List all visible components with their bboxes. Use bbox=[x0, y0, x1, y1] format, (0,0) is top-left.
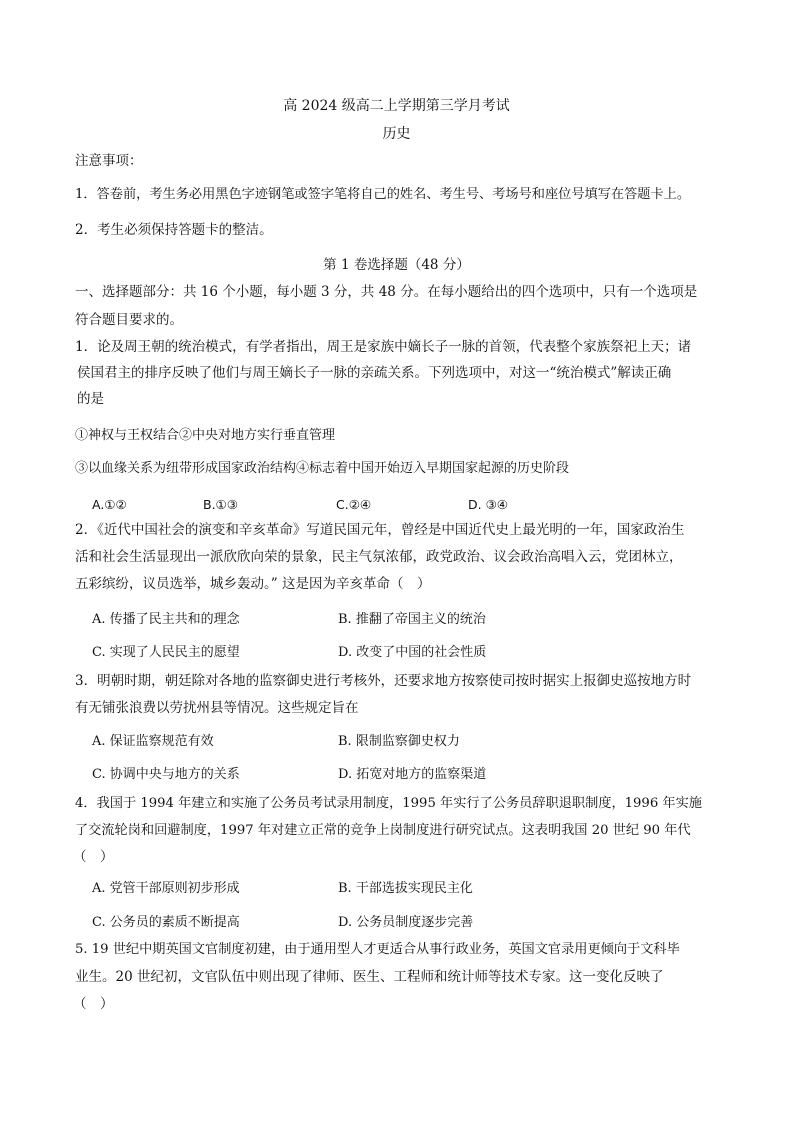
question-statement: ①神权与王权结合②中央对地方实行垂直管理 bbox=[75, 428, 336, 443]
option-a[interactable]: A. 党管干部原则初步形成 bbox=[92, 881, 240, 896]
question-stem-line: 了交流轮岗和回避制度，1997 年对建立正常的竞争上岗制度进行研究试点。这表明我国 20 世纪 90 年代 bbox=[75, 823, 691, 838]
option-d[interactable]: D. 改变了中国的社会性质 bbox=[338, 645, 487, 660]
question-stem-line: 的是 bbox=[77, 391, 104, 407]
question-statement: ③以血缘关系为纽带形成国家政治结构④标志着中国开始迈入早期国家起源的历史阶段 bbox=[75, 461, 570, 476]
option-c[interactable]: C. 实现了人民民主的愿望 bbox=[92, 645, 240, 660]
option-b[interactable]: B. 推翻了帝国主义的统治 bbox=[338, 612, 486, 627]
option-b[interactable]: B. 干部选拔实现民主化 bbox=[338, 881, 473, 896]
option-d[interactable]: D. ③④ bbox=[468, 497, 508, 512]
option-a[interactable]: A. 传播了民主共和的理念 bbox=[92, 612, 240, 627]
notice-heading: 注意事项： bbox=[75, 153, 143, 169]
option-c[interactable]: C. 协调中央与地方的关系 bbox=[92, 767, 240, 782]
option-b[interactable]: B. 限制监察御史权力 bbox=[338, 734, 460, 749]
question-stem-line: 五彩缤纷，议员选举，城乡轰动。” 这是因为辛亥革命（ ） bbox=[75, 576, 431, 592]
question-stem-line: 4．我国于 1994 年建立和实施了公务员考试录用制度，1995 年实行了公务员辞职退职制度，1996 年实施 bbox=[75, 796, 702, 811]
section-title: 第 1 卷选择题（48 分） bbox=[323, 257, 470, 273]
question-stem-line: 5. 19 世纪中期英国文官制度初建，由于通用型人才更适合从事行政业务，英国文官录用更倾向于文科毕 bbox=[75, 942, 680, 957]
option-b[interactable]: B.①③ bbox=[203, 497, 238, 512]
question-stem-line: （ ） bbox=[73, 849, 114, 865]
option-a[interactable]: A. 保证监察规范有效 bbox=[92, 734, 214, 749]
question-stem-line: （ ） bbox=[73, 996, 114, 1012]
question-stem-line: 3．明朝时期，朝廷除对各地的监察御史进行考核外，还要求地方按察使司按时据实上报御史巡按地方时 bbox=[75, 673, 692, 689]
option-d[interactable]: D. 公务员制度逐步完善 bbox=[338, 915, 474, 930]
section-intro-line-1: 一、选择题部分：共 16 个小题，每小题 3 分，共 48 分。在每小题给出的四个选项中，只有一个选项是 bbox=[75, 284, 698, 300]
option-c[interactable]: C. 公务员的素质不断提高 bbox=[92, 915, 240, 930]
exam-subject: 历史 bbox=[382, 126, 411, 142]
option-c[interactable]: C.②④ bbox=[336, 497, 372, 512]
exam-title: 高 2024 级高二上学期第三学月考试 bbox=[283, 98, 510, 114]
notice-item-1: 1．答卷前，考生务必用黑色字迹钢笔或签字笔将自己的姓名、考生号、考场号和座位号填写在答题卡上。 bbox=[75, 187, 691, 202]
question-stem-line: 侯国君主的排序反映了他们与周王嫡长子一脉的亲疏关系。下列选项中，对这一“统治模式”解读正确 bbox=[77, 365, 672, 381]
option-a[interactable]: A.①② bbox=[92, 497, 127, 512]
option-d[interactable]: D. 拓宽对地方的监察渠道 bbox=[338, 767, 487, 782]
section-intro-line-2: 符合题目要求的。 bbox=[75, 312, 183, 328]
question-stem-line: 活和社会生活显现出一派欣欣向荣的景象，民主气氛浓郁，政党政治、议会政治高唱入云，党团林立， bbox=[75, 549, 683, 565]
notice-item-2: 2．考生必须保持答题卡的整洁。 bbox=[75, 222, 273, 238]
question-stem-line: 1．论及周王朝的统治模式，有学者指出，周王是家族中嫡长子一脉的首领，代表整个家族祭祀上天；诸 bbox=[75, 339, 692, 355]
question-stem-line: 业生。20 世纪初，文官队伍中则出现了律师、医生、工程师和统计师等技术专家。这一变化反映了 bbox=[75, 969, 664, 985]
question-stem-line: 有无铺张浪费以劳扰州县等情况。这些规定旨在 bbox=[75, 700, 359, 716]
question-stem-line: 2．《近代中国社会的演变和辛亥革命》写道民国元年，曾经是中国近代史上最光明的一年，国家政治生 bbox=[75, 522, 685, 538]
